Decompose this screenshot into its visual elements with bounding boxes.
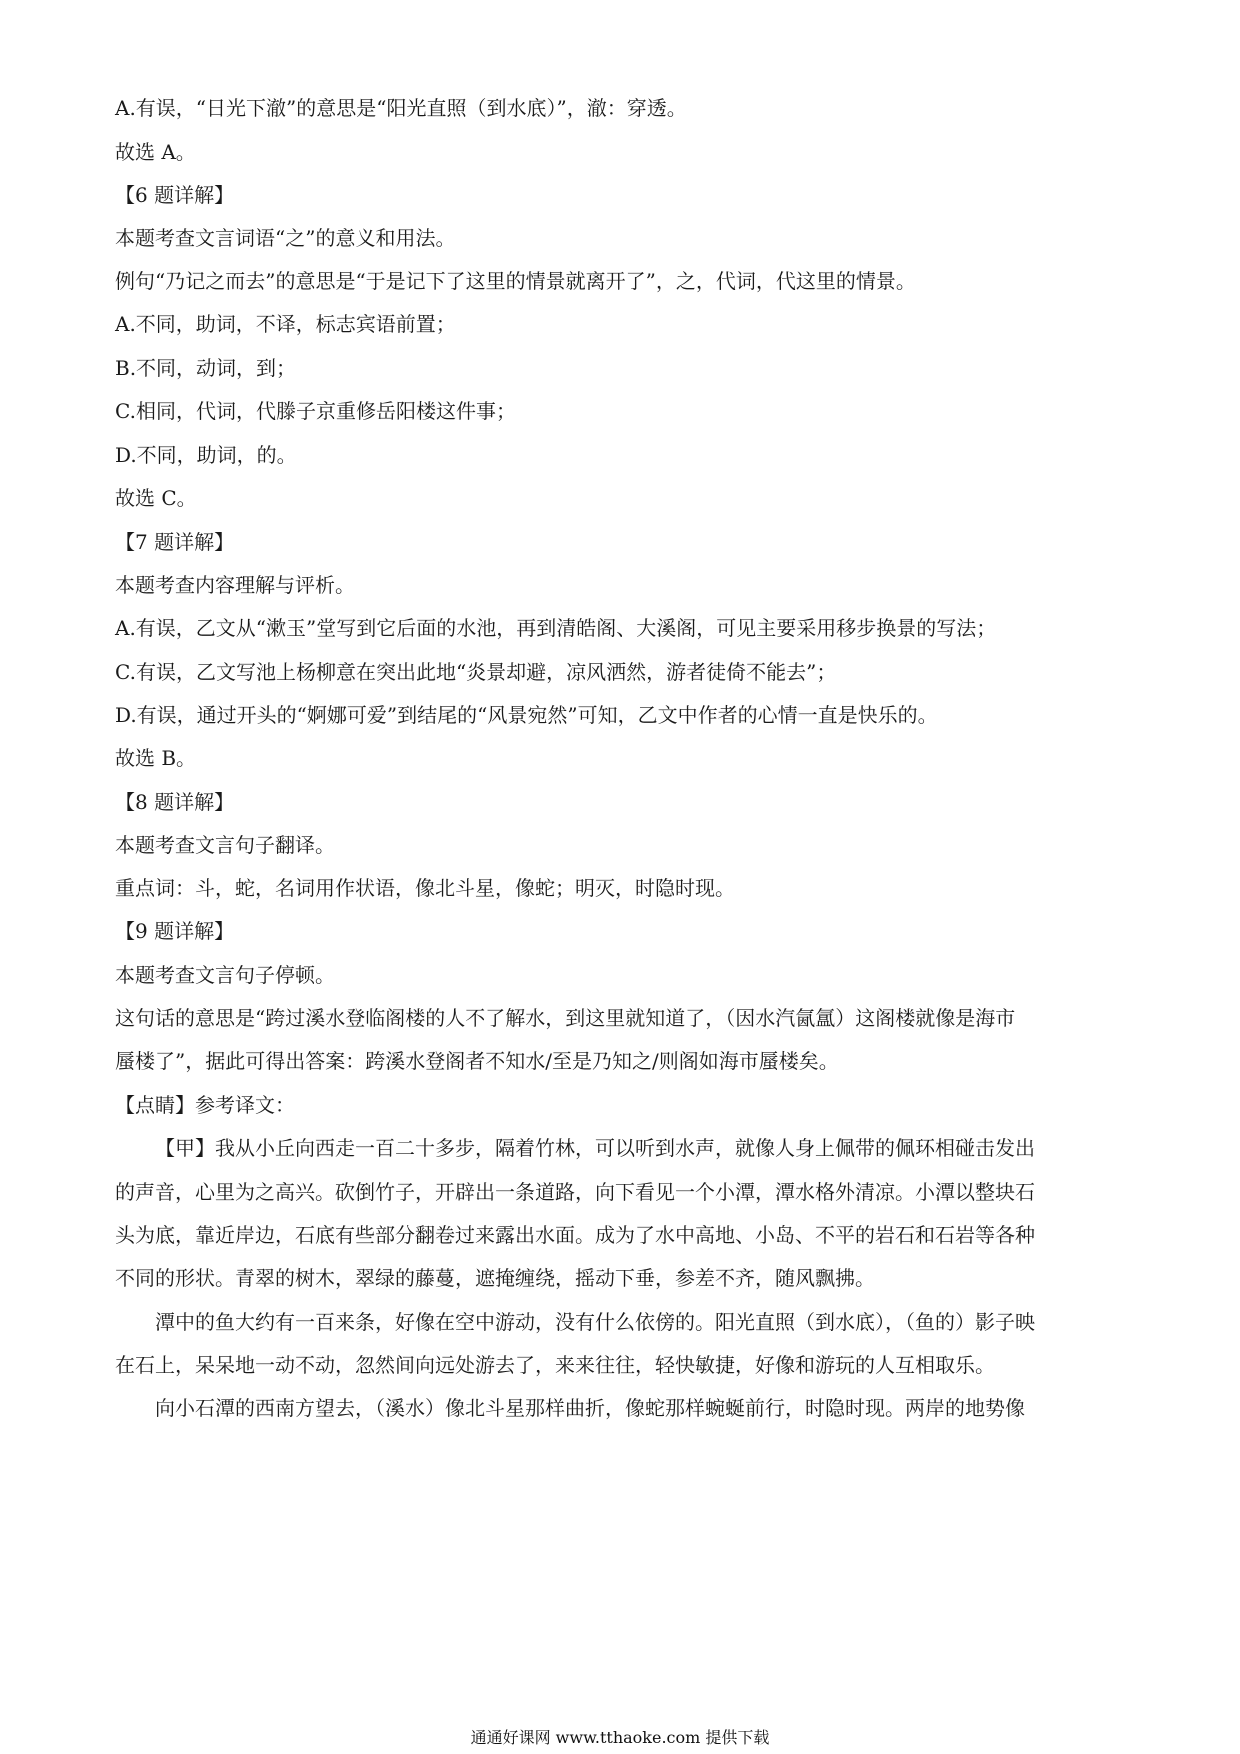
translation-paragraph-line: 潭中的鱼大约有一百来条，好像在空中游动，没有什么依傍的。阳光直照（到水底），（鱼的）影子映: [155, 1310, 1035, 1334]
text-line: C.相同，代词，代滕子京重修岳阳楼这件事；: [115, 399, 516, 423]
text-line: D.不同，助词，的。: [115, 443, 297, 467]
text-line: 故选 C。: [115, 486, 197, 510]
text-line: 本题考查文言句子翻译。: [115, 833, 335, 857]
translation-paragraph-line: 不同的形状。青翠的树木，翠绿的藤蔓，遮掩缠绕，摇动下垂，参差不齐，随风飘拂。: [115, 1266, 875, 1290]
text-line: A.不同，助词，不译，标志宾语前置；: [115, 312, 456, 336]
translation-paragraph-line: 在石上，呆呆地一动不动，忽然间向远处游去了，来来往往，轻快敏捷，好像和游玩的人互相取乐。: [115, 1353, 995, 1377]
text-line: 重点词：斗，蛇，名词用作状语，像北斗星，像蛇；明灭，时隐时现。: [115, 876, 735, 900]
text-line: A.有误，“日光下澈”的意思是“阳光直照（到水底）”，澈：穿透。: [115, 96, 687, 120]
text-line: B.不同，动词，到；: [115, 356, 297, 380]
text-line: A.有误，乙文从“漱玉”堂写到它后面的水池，再到清皓阁、大溪阁，可见主要采用移步换景的写法；: [115, 616, 997, 640]
section-heading: 【8 题详解】: [115, 790, 235, 814]
text-line: 本题考查内容理解与评析。: [115, 573, 355, 597]
text-line: 这句话的意思是“跨过溪水登临阁楼的人不了解水，到这里就知道了，（因水汽氤氲）这阁楼就像是海市: [115, 1006, 1016, 1030]
text-line: C.有误，乙文写池上杨柳意在突出此地“炎景却避，凉风洒然，游者徒倚不能去”；: [115, 660, 837, 684]
text-line: 本题考查文言词语“之”的意义和用法。: [115, 226, 456, 250]
section-heading: 【6 题详解】: [115, 183, 235, 207]
section-heading: 【点睛】参考译文：: [115, 1093, 295, 1117]
text-line: 本题考查文言句子停顿。: [115, 963, 335, 987]
text-line: 例句“乃记之而去”的意思是“于是记下了这里的情景就离开了”，之，代词，代这里的情景。: [115, 269, 916, 293]
section-heading: 【7 题详解】: [115, 530, 235, 554]
translation-paragraph-line: 向小石潭的西南方望去，（溪水）像北斗星那样曲折，像蛇那样蜿蜒前行，时隐时现。两岸的地势像: [155, 1396, 1025, 1420]
translation-paragraph-line: 头为底，靠近岸边，石底有些部分翻卷过来露出水面。成为了水中高地、小岛、不平的岩石和石岩等各种: [115, 1223, 1035, 1247]
text-line: D.有误，通过开头的“婀娜可爱”到结尾的“风景宛然”可知，乙文中作者的心情一直是快乐的。: [115, 703, 938, 727]
text-line: 故选 B。: [115, 746, 197, 770]
translation-paragraph-line: 的声音，心里为之高兴。砍倒竹子，开辟出一条道路，向下看见一个小潭，潭水格外清凉。小潭以整块石: [115, 1180, 1035, 1204]
page-footer: 通通好课网 www.tthaoke.com 提供下载: [470, 1728, 770, 1747]
section-heading: 【9 题详解】: [115, 919, 235, 943]
translation-paragraph-line: 【甲】我从小丘向西走一百二十多步，隔着竹林，可以听到水声，就像人身上佩带的佩环相碰击发出: [155, 1136, 1035, 1160]
text-line: 故选 A。: [115, 140, 196, 164]
text-line: 蜃楼了”，据此可得出答案：跨溪水登阁者不知水/至是乃知之/则阁如海市蜃楼矣。: [115, 1049, 839, 1073]
